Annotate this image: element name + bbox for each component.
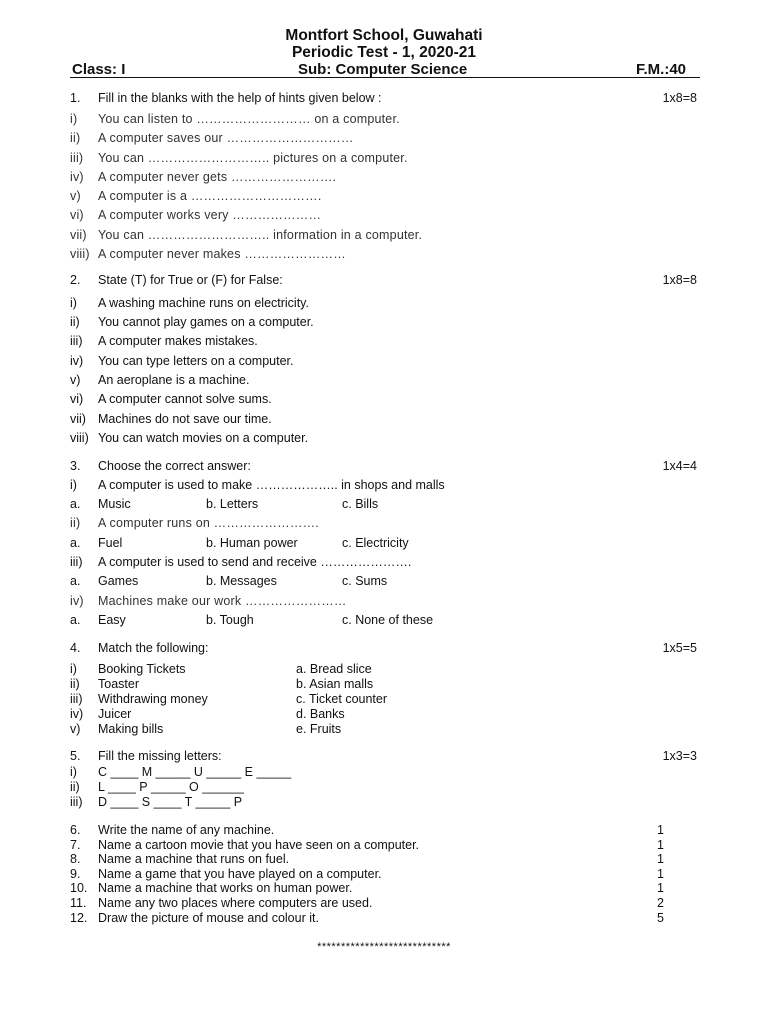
options-row — [70, 536, 700, 554]
item-number: i) — [70, 112, 78, 126]
question-text: Draw the picture of mouse and colour it. — [98, 911, 319, 925]
item-text: A computer never makes …………………… — [98, 247, 346, 261]
list-item — [70, 516, 700, 534]
short-question — [70, 911, 700, 926]
item-text: Machines do not save our time. — [98, 412, 272, 426]
option-a: Easy — [98, 613, 126, 627]
item-number: v) — [70, 373, 81, 387]
item-text: A computer is used to make ……………….. in shops and malls — [98, 478, 445, 492]
item-text: You can watch movies on a computer. — [98, 431, 309, 445]
option-letter: a. — [70, 536, 81, 550]
list-item — [70, 478, 700, 496]
question-number: 12. — [70, 911, 88, 925]
list-item — [70, 315, 700, 333]
question-3-heading — [70, 459, 700, 477]
short-question — [70, 881, 700, 896]
question-number: 9. — [70, 867, 81, 881]
item-number: v) — [70, 189, 81, 203]
list-item — [70, 555, 700, 573]
match-left: Withdrawing money — [98, 692, 208, 706]
question-marks: 1x8=8 — [662, 91, 697, 105]
item-number: v) — [70, 722, 81, 736]
list-item — [70, 170, 700, 188]
item-number: vii) — [70, 412, 86, 426]
question-marks: 1x3=3 — [662, 749, 697, 763]
school-name: Montfort School, Guwahati — [285, 27, 483, 44]
list-item — [70, 334, 700, 352]
option-a: Games — [98, 574, 139, 588]
options-row — [70, 574, 700, 592]
item-number: iv) — [70, 170, 84, 184]
question-marks: 1x8=8 — [662, 273, 697, 287]
question-text: Name a cartoon movie that you have seen on a computer. — [98, 838, 420, 852]
item-text: A computer works very ………………… — [98, 208, 322, 222]
question-marks: 1x5=5 — [662, 641, 697, 655]
question-marks: 5 — [657, 911, 664, 925]
match-left: Toaster — [98, 677, 139, 691]
list-item — [70, 431, 700, 449]
item-number: ii) — [70, 516, 81, 530]
header-rule — [70, 77, 700, 78]
question-marks: 1 — [657, 867, 664, 881]
question-text: State (T) for True or (F) for False: — [98, 273, 283, 287]
option-b: b. Tough — [206, 613, 254, 627]
match-right: c. Ticket counter — [296, 692, 388, 706]
question-number: 3. — [70, 459, 81, 473]
question-number: 7. — [70, 838, 81, 852]
list-item — [70, 208, 700, 226]
list-item — [70, 247, 700, 265]
match-right: a. Bread slice — [296, 662, 372, 676]
item-text: D ____ S ____ T _____ P — [98, 795, 243, 809]
option-a: Fuel — [98, 536, 123, 550]
question-marks: 2 — [657, 896, 664, 910]
item-number: i) — [70, 478, 77, 492]
question-text: Name any two places where computers are used. — [98, 896, 373, 910]
question-number: 11. — [70, 896, 87, 910]
question-text: Name a game that you have played on a computer. — [98, 867, 382, 881]
question-text: Fill the missing letters: — [98, 749, 222, 763]
class-label: Class: I — [72, 61, 126, 78]
question-text: Name a machine that works on human power. — [98, 881, 353, 895]
match-right: e. Fruits — [296, 722, 342, 736]
question-number: 2. — [70, 273, 81, 287]
match-left: Juicer — [98, 707, 132, 721]
item-number: ii) — [70, 677, 80, 691]
question-number: 10. — [70, 881, 88, 895]
item-number: iv) — [70, 354, 84, 368]
list-item — [70, 412, 700, 430]
test-title: Periodic Test - 1, 2020-21 — [291, 44, 477, 61]
item-text: A computer saves our ………………………… — [98, 131, 354, 145]
short-question — [70, 867, 700, 882]
question-text: Name a machine that runs on fuel. — [98, 852, 290, 866]
match-row — [70, 722, 700, 737]
question-number: 6. — [70, 823, 81, 837]
item-number: vi) — [70, 208, 84, 222]
item-text: You cannot play games on a computer. — [98, 315, 314, 329]
item-text: A computer makes mistakes. — [98, 334, 258, 348]
option-b: b. Messages — [206, 574, 277, 588]
list-item — [70, 392, 700, 410]
item-number: ii) — [70, 315, 80, 329]
subject-label: Sub: Computer Science — [298, 61, 468, 78]
short-question — [70, 838, 700, 853]
question-number: 1. — [70, 91, 81, 105]
option-letter: a. — [70, 497, 81, 511]
item-number: ii) — [70, 131, 81, 145]
item-number: iv) — [70, 594, 84, 608]
question-marks: 1x4=4 — [662, 459, 697, 473]
item-text: You can ……………………….. pictures on a computer. — [98, 151, 408, 165]
match-row — [70, 677, 700, 692]
question-marks: 1 — [657, 852, 664, 866]
item-number: iii) — [70, 334, 83, 348]
item-number: i) — [70, 662, 77, 676]
question-text: Write the name of any machine. — [98, 823, 275, 837]
question-marks: 1 — [657, 823, 664, 837]
match-left: Booking Tickets — [98, 662, 186, 676]
item-text: You can ……………………….. information in a computer. — [98, 228, 423, 242]
question-number: 8. — [70, 852, 81, 866]
item-number: vi) — [70, 392, 84, 406]
item-number: ii) — [70, 780, 80, 794]
match-row — [70, 662, 700, 677]
item-text: A computer is a …………………………. — [98, 189, 322, 203]
item-text: C ____ M _____ U _____ E _____ — [98, 765, 292, 779]
option-letter: a. — [70, 613, 81, 627]
list-item — [70, 131, 700, 149]
question-text: Match the following: — [98, 641, 209, 655]
item-number: viii) — [70, 431, 89, 445]
question-text: Choose the correct answer: — [98, 459, 251, 473]
list-item — [70, 795, 700, 810]
option-c: c. Bills — [342, 497, 379, 511]
item-text: A computer cannot solve sums. — [98, 392, 272, 406]
item-number: viii) — [70, 247, 90, 261]
question-marks: 1 — [657, 881, 664, 895]
match-right: d. Banks — [296, 707, 345, 721]
option-letter: a. — [70, 574, 81, 588]
list-item — [70, 112, 700, 130]
short-question — [70, 896, 700, 911]
question-number: 4. — [70, 641, 81, 655]
question-marks: 1 — [657, 838, 664, 852]
match-row — [70, 692, 700, 707]
item-text: A washing machine runs on electricity. — [98, 296, 309, 310]
item-text: You can type letters on a computer. — [98, 354, 294, 368]
question-text: Fill in the blanks with the help of hints given below : — [98, 91, 382, 105]
list-item — [70, 296, 700, 314]
question-2-heading — [70, 273, 700, 291]
list-item — [70, 765, 700, 780]
list-item — [70, 151, 700, 169]
question-1-heading — [70, 91, 700, 109]
item-number: vii) — [70, 228, 87, 242]
item-text: Machines make our work …………………… — [98, 594, 347, 608]
item-text: You can listen to ……………………… on a computer. — [98, 112, 400, 126]
item-number: iii) — [70, 692, 83, 706]
list-item — [70, 189, 700, 207]
list-item — [70, 594, 700, 612]
item-number: iii) — [70, 151, 84, 165]
option-c: c. Electricity — [342, 536, 409, 550]
item-text: An aeroplane is a machine. — [98, 373, 250, 387]
option-c: c. None of these — [342, 613, 434, 627]
item-number: i) — [70, 296, 77, 310]
item-text: A computer runs on ……………………. — [98, 516, 319, 530]
question-4-heading — [70, 641, 700, 659]
item-text: A computer never gets ……………………. — [98, 170, 337, 184]
match-right: b. Asian malls — [296, 677, 374, 691]
option-b: b. Human power — [206, 536, 298, 550]
item-number: iii) — [70, 795, 83, 809]
item-number: iv) — [70, 707, 84, 721]
options-row — [70, 497, 700, 515]
option-c: c. Sums — [342, 574, 388, 588]
option-b: b. Letters — [206, 497, 259, 511]
full-marks: F.M.:40 — [636, 61, 687, 78]
list-item — [70, 228, 700, 246]
option-a: Music — [98, 497, 131, 511]
list-item — [70, 373, 700, 391]
item-number: i) — [70, 765, 77, 779]
item-number: iii) — [70, 555, 83, 569]
item-text: A computer is used to send and receive …………………. — [98, 555, 412, 569]
list-item — [70, 354, 700, 372]
match-left: Making bills — [98, 722, 164, 736]
item-text: L ____ P _____ O ______ — [98, 780, 244, 794]
match-row — [70, 707, 700, 722]
options-row — [70, 613, 700, 631]
short-question — [70, 823, 700, 838]
list-item — [70, 780, 700, 795]
question-number: 5. — [70, 749, 81, 763]
short-question — [70, 852, 700, 867]
footer-stars: **************************** — [317, 941, 451, 953]
